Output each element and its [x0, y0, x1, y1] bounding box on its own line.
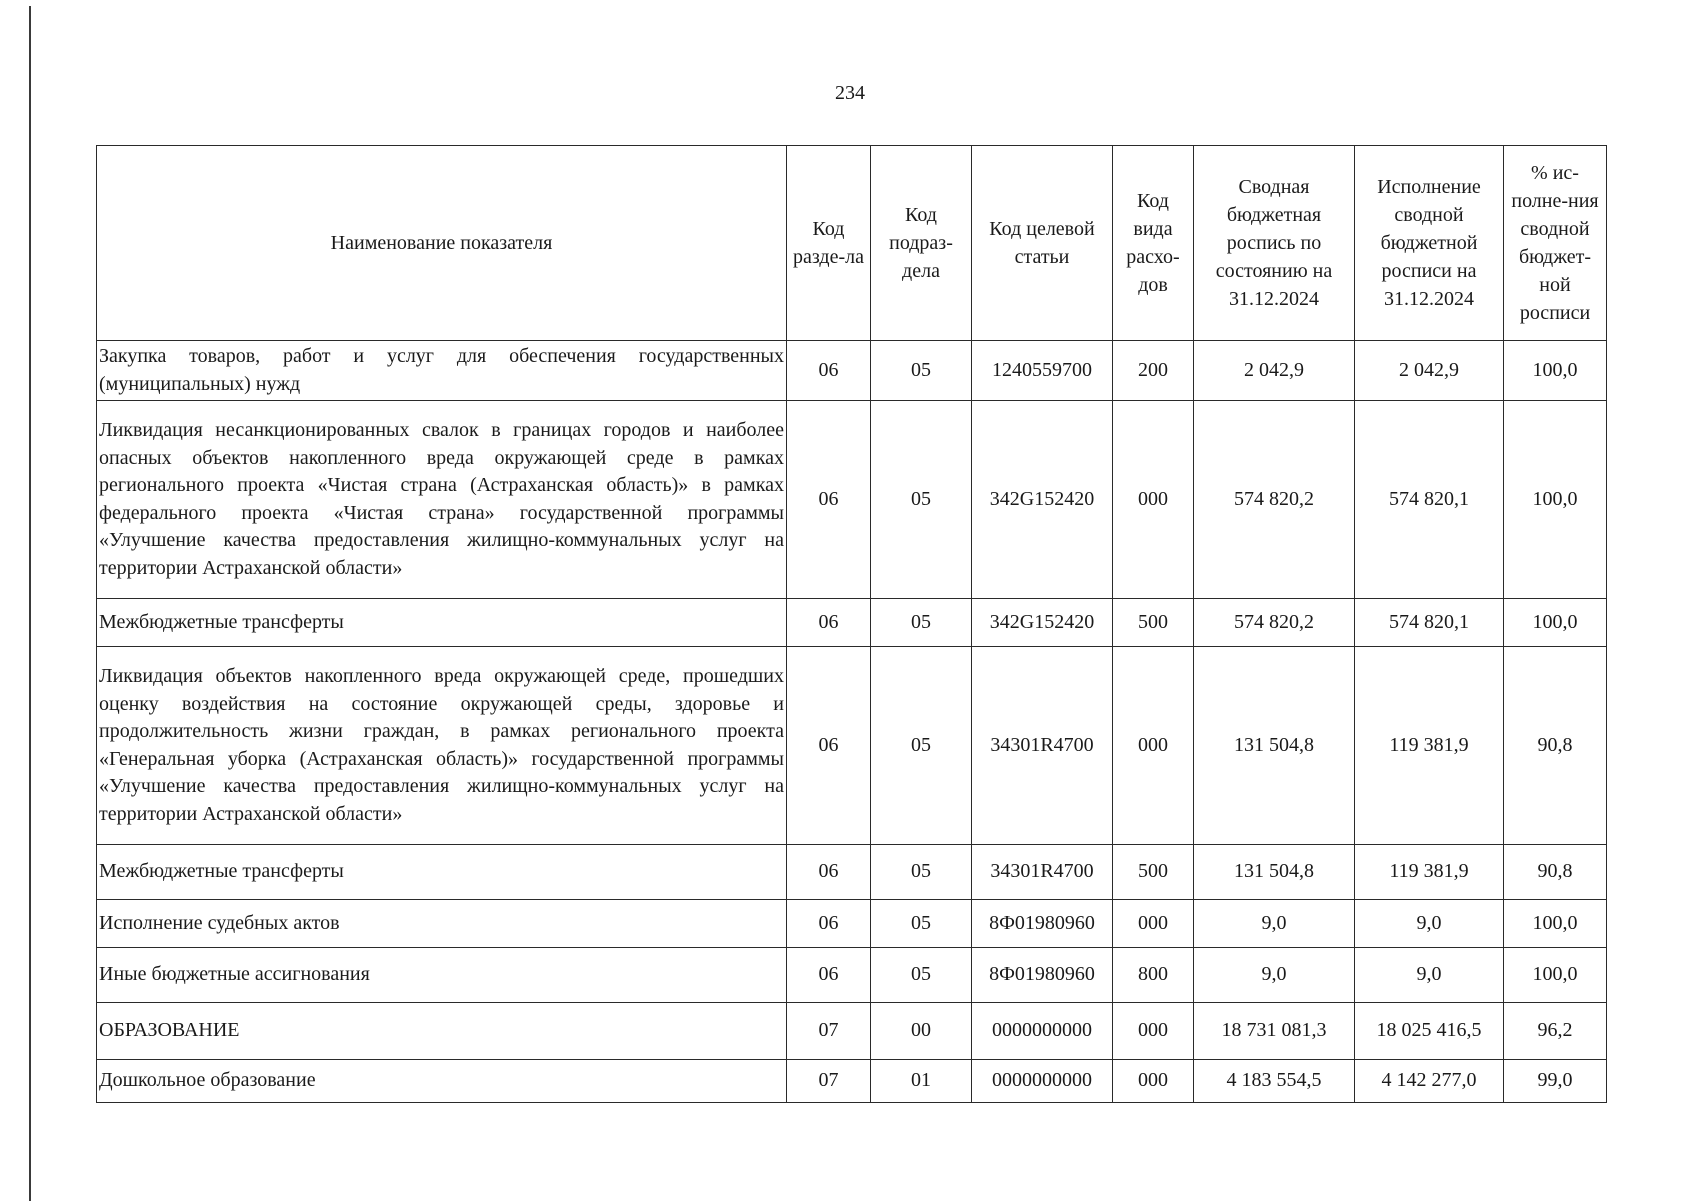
row-podrazdel: 01	[871, 1060, 972, 1103]
row-vid: 000	[1113, 647, 1194, 845]
row-fact: 9,0	[1355, 948, 1504, 1003]
row-percent: 100,0	[1504, 341, 1607, 401]
table-row	[97, 1003, 1607, 1060]
row-razdel: 06	[787, 341, 871, 401]
header-fact: Исполнение сводной бюджетной росписи на 31.12.2024	[1355, 146, 1504, 341]
row-percent: 100,0	[1504, 599, 1607, 647]
row-razdel: 06	[787, 948, 871, 1003]
row-fact: 574 820,1	[1355, 401, 1504, 599]
row-percent: 100,0	[1504, 948, 1607, 1003]
row-plan: 18 731 081,3	[1194, 1003, 1355, 1060]
row-podrazdel: 05	[871, 948, 972, 1003]
row-percent: 100,0	[1504, 900, 1607, 948]
row-fact: 574 820,1	[1355, 599, 1504, 647]
row-target: 342G152420	[972, 599, 1113, 647]
row-percent: 100,0	[1504, 401, 1607, 599]
row-fact: 119 381,9	[1355, 647, 1504, 845]
row-target: 8Ф01980960	[972, 900, 1113, 948]
row-name: Ликвидация объектов накопленного вреда окружающей среде, прошедших оценку воздействия на состояние окружающей среды, здоровье и продолжительность жизни граждан, в рамках регионального проекта «Генеральная уборка (Астраханская область)» государственной программы «Улучшение качества предоставления жилищно-коммунальных услуг на территории Астраханской области»	[97, 647, 787, 845]
row-plan: 2 042,9	[1194, 341, 1355, 401]
row-name: Исполнение судебных актов	[97, 900, 787, 948]
table-header	[97, 146, 1607, 341]
row-fact: 4 142 277,0	[1355, 1060, 1504, 1103]
row-plan: 131 504,8	[1194, 845, 1355, 900]
row-plan: 574 820,2	[1194, 599, 1355, 647]
page-margin-line	[29, 6, 31, 1201]
budget-table	[96, 145, 1607, 1103]
row-target: 8Ф01980960	[972, 948, 1113, 1003]
row-podrazdel: 05	[871, 647, 972, 845]
row-podrazdel: 05	[871, 845, 972, 900]
row-percent: 99,0	[1504, 1060, 1607, 1103]
table-row	[97, 599, 1607, 647]
row-vid: 000	[1113, 401, 1194, 599]
row-target: 34301R4700	[972, 647, 1113, 845]
row-plan: 4 183 554,5	[1194, 1060, 1355, 1103]
row-razdel: 06	[787, 900, 871, 948]
row-vid: 000	[1113, 1003, 1194, 1060]
row-podrazdel: 05	[871, 599, 972, 647]
row-target: 34301R4700	[972, 845, 1113, 900]
header-percent: % ис-полне-ния сводной бюджет-ной росписи	[1504, 146, 1607, 341]
row-plan: 574 820,2	[1194, 401, 1355, 599]
row-plan: 9,0	[1194, 948, 1355, 1003]
row-name: Межбюджетные трансферты	[97, 845, 787, 900]
row-vid: 500	[1113, 845, 1194, 900]
row-fact: 18 025 416,5	[1355, 1003, 1504, 1060]
row-vid: 800	[1113, 948, 1194, 1003]
row-fact: 119 381,9	[1355, 845, 1504, 900]
row-name: Закупка товаров, работ и услуг для обеспечения государственных (муниципальных) нужд	[97, 341, 787, 401]
row-plan: 131 504,8	[1194, 647, 1355, 845]
table-row	[97, 900, 1607, 948]
table-row	[97, 1060, 1607, 1103]
row-name: Дошкольное образование	[97, 1060, 787, 1103]
row-vid: 200	[1113, 341, 1194, 401]
row-plan: 9,0	[1194, 900, 1355, 948]
row-percent: 90,8	[1504, 647, 1607, 845]
row-razdel: 07	[787, 1060, 871, 1103]
table-body	[97, 341, 1607, 1103]
row-razdel: 06	[787, 599, 871, 647]
row-fact: 9,0	[1355, 900, 1504, 948]
row-name: Иные бюджетные ассигнования	[97, 948, 787, 1003]
table-row	[97, 845, 1607, 900]
row-razdel: 07	[787, 1003, 871, 1060]
page-number: 234	[835, 82, 865, 104]
row-name: ОБРАЗОВАНИЕ	[97, 1003, 787, 1060]
row-podrazdel: 05	[871, 900, 972, 948]
row-fact: 2 042,9	[1355, 341, 1504, 401]
row-target: 1240559700	[972, 341, 1113, 401]
row-percent: 90,8	[1504, 845, 1607, 900]
header-razdel: Код разде-ла	[787, 146, 871, 341]
row-percent: 96,2	[1504, 1003, 1607, 1060]
table-row	[97, 948, 1607, 1003]
row-podrazdel: 05	[871, 341, 972, 401]
row-target: 0000000000	[972, 1060, 1113, 1103]
table-row	[97, 341, 1607, 401]
row-vid: 000	[1113, 1060, 1194, 1103]
row-name: Межбюджетные трансферты	[97, 599, 787, 647]
row-vid: 500	[1113, 599, 1194, 647]
row-podrazdel: 05	[871, 401, 972, 599]
header-plan: Сводная бюджетная роспись по состоянию на 31.12.2024	[1194, 146, 1355, 341]
row-vid: 000	[1113, 900, 1194, 948]
table-row	[97, 647, 1607, 845]
row-target: 0000000000	[972, 1003, 1113, 1060]
row-name: Ликвидация несанкционированных свалок в границах городов и наиболее опасных объектов накопленного вреда окружающей среде в рамках регионального проекта «Чистая страна (Астраханская область)» в рамках федерального проекта «Чистая страна» государственной программы «Улучшение качества предоставления жилищно-коммунальных услуг на территории Астраханской области»	[97, 401, 787, 599]
header-vid: Код вида расхо-дов	[1113, 146, 1194, 341]
row-target: 342G152420	[972, 401, 1113, 599]
header-row	[97, 146, 1607, 341]
header-podrazdel: Код подраз-дела	[871, 146, 972, 341]
table-row	[97, 401, 1607, 599]
row-razdel: 06	[787, 647, 871, 845]
row-podrazdel: 00	[871, 1003, 972, 1060]
row-razdel: 06	[787, 401, 871, 599]
row-razdel: 06	[787, 845, 871, 900]
header-target: Код целевой статьи	[972, 146, 1113, 341]
header-name: Наименование показателя	[97, 146, 787, 341]
